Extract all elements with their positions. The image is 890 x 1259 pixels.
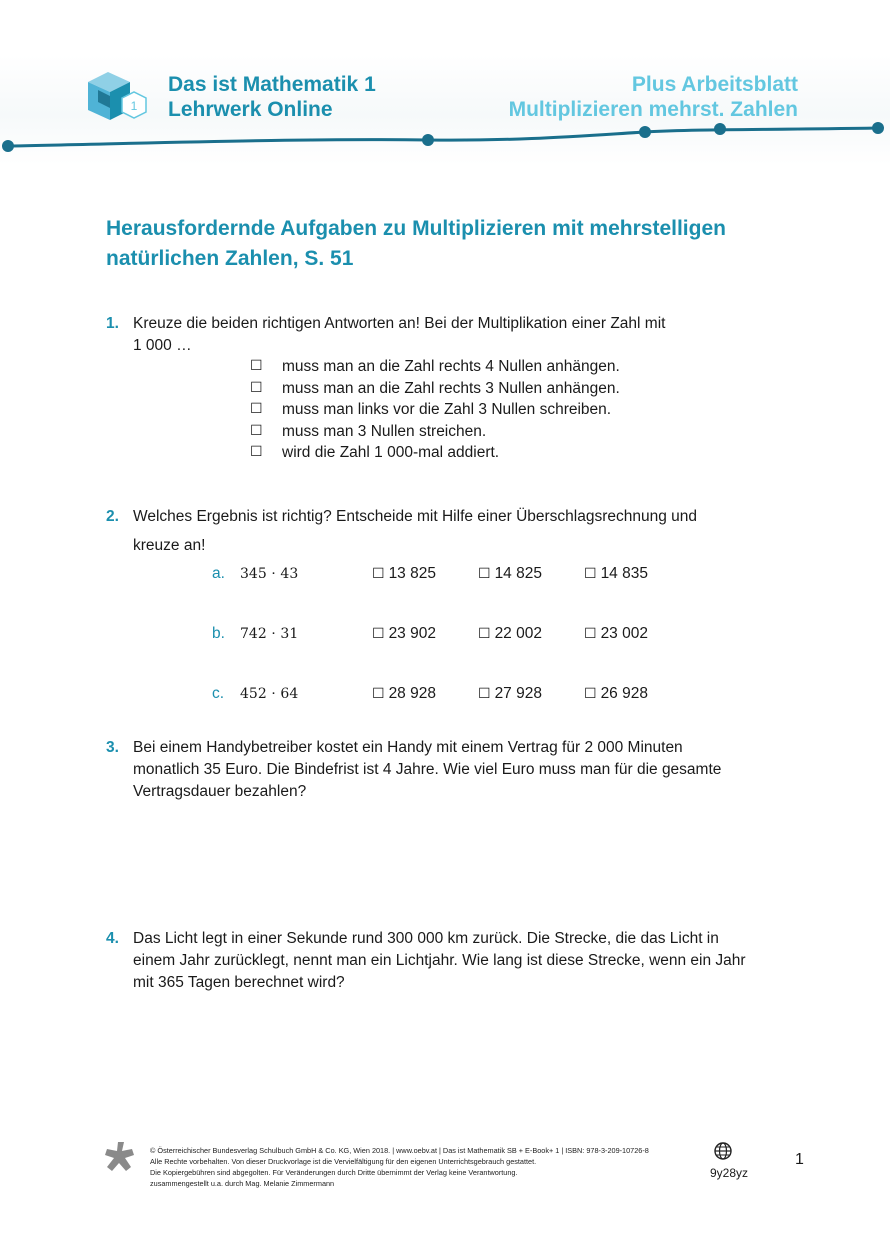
header-left — [168, 72, 376, 122]
option-row — [250, 378, 620, 400]
publisher-logo-icon — [104, 1140, 136, 1174]
task-number: 3. — [106, 739, 119, 756]
task-2-row-b — [212, 623, 690, 645]
answer-value: 26 928 — [600, 685, 648, 702]
option-row — [250, 399, 620, 421]
page-title — [106, 214, 796, 274]
footer-line: Die Kopiergebühren sind abgegolten. Für Veränderungen durch Dritte übernimmt der Verlag keine Verantwortung. — [150, 1168, 518, 1177]
answer-value: 23 902 — [388, 625, 436, 642]
multiplication-expression: 452 ⋅ 64 — [240, 686, 299, 702]
header-right — [509, 72, 798, 122]
row-letter: c. — [212, 685, 225, 702]
answer-value: 23 002 — [600, 625, 648, 642]
task-text: 1 000 … — [133, 337, 192, 354]
answer-choice[interactable] — [478, 625, 584, 643]
task-1-options — [250, 356, 620, 464]
task-3 — [106, 737, 796, 803]
task-1-continuation — [106, 335, 796, 357]
footer-line: Alle Rechte vorbehalten. Von dieser Druckvorlage ist die Vervielfältigung für den eigenen Unterrichtsgebrauch gestattet. — [150, 1157, 537, 1166]
answer-choice[interactable] — [478, 685, 584, 703]
checkbox[interactable]: ☐ — [584, 566, 597, 582]
answer-choice[interactable] — [584, 685, 690, 703]
option-label: muss man an die Zahl rechts 3 Nullen anhängen. — [282, 379, 620, 397]
task-text: Bei einem Handybetreiber kostet ein Handy mit einem Vertrag für 2 000 Minuten — [133, 739, 683, 756]
answer-choice[interactable] — [372, 685, 478, 703]
task-text: Das Licht legt in einer Sekunde rund 300 000 km zurück. Die Strecke, die das Licht in — [133, 930, 719, 947]
answer-choice[interactable] — [584, 625, 690, 643]
task-2 — [106, 506, 796, 528]
task-text: Kreuze die beiden richtigen Antworten an! Bei der Multiplikation einer Zahl mit — [133, 315, 666, 332]
task-1 — [106, 313, 796, 335]
task-2-row-c — [212, 683, 690, 705]
task-number: 4. — [106, 930, 119, 947]
checkbox[interactable]: ☐ — [250, 444, 263, 460]
checkbox[interactable]: ☐ — [250, 422, 263, 439]
option-label: muss man links vor die Zahl 3 Nullen schreiben. — [282, 401, 612, 418]
checkbox[interactable]: ☐ — [478, 626, 491, 642]
online-code: 9y28yz — [710, 1166, 749, 1180]
multiplication-expression: 345 ⋅ 43 — [240, 566, 299, 582]
row-letter: b. — [212, 625, 225, 642]
page-title-line: Herausfordernde Aufgaben zu Multiplizieren mit mehrstelligen — [106, 217, 726, 240]
task-number: 1. — [106, 315, 119, 332]
checkbox[interactable]: ☐ — [250, 379, 263, 396]
header-wave-line — [0, 118, 890, 158]
answer-value: 22 002 — [494, 625, 542, 642]
checkbox[interactable]: ☐ — [250, 358, 263, 374]
answer-choice[interactable] — [478, 565, 584, 583]
checkbox[interactable]: ☐ — [372, 566, 385, 582]
task-number: 2. — [106, 508, 119, 525]
task-text: Vertragsdauer bezahlen? — [133, 783, 307, 800]
wave-node — [422, 134, 434, 146]
checkbox[interactable]: ☐ — [584, 626, 597, 642]
option-row — [250, 442, 620, 464]
footer-line: zusammengestellt u.a. durch Mag. Melanie Zimmermann — [150, 1179, 335, 1188]
task-text: Welches Ergebnis ist richtig? Entscheide mit Hilfe einer Überschlagsrechnung und — [133, 508, 698, 525]
task-text: kreuze an! — [133, 537, 206, 554]
wave-node — [714, 123, 726, 135]
answer-value: 14 825 — [494, 565, 542, 582]
globe-icon — [713, 1141, 733, 1161]
checkbox[interactable]: ☐ — [584, 686, 597, 702]
task-text: mit 365 Tagen berechnet wird? — [133, 974, 345, 991]
checkbox[interactable]: ☐ — [478, 566, 491, 582]
option-row — [250, 421, 620, 443]
wave-node — [872, 122, 884, 134]
answer-value: 27 928 — [494, 685, 542, 702]
series-subtitle: Lehrwerk Online — [168, 98, 333, 121]
series-title: Das ist Mathematik 1 — [168, 73, 376, 96]
option-label: wird die Zahl 1 000-mal addiert. — [282, 444, 500, 461]
wave-node — [639, 126, 651, 138]
checkbox[interactable]: ☐ — [478, 686, 491, 702]
answer-value: 14 835 — [600, 565, 648, 582]
answer-choice[interactable] — [584, 565, 690, 583]
checkbox[interactable]: ☐ — [372, 626, 385, 642]
row-letter: a. — [212, 565, 225, 582]
option-row — [250, 356, 620, 378]
option-label: muss man 3 Nullen streichen. — [282, 422, 487, 440]
answer-choice[interactable] — [372, 625, 478, 643]
page-title-line: natürlichen Zahlen, S. 51 — [106, 247, 354, 270]
task-text: einem Jahr zurücklegt, nennt man ein Lichtjahr. Wie lang ist diese Strecke, wenn ein Jahr — [133, 952, 746, 969]
task-4 — [106, 928, 796, 994]
logo-number: 1 — [130, 99, 138, 113]
task-2-row-a — [212, 563, 690, 585]
option-label: muss man an die Zahl rechts 4 Nullen anhängen. — [282, 358, 620, 375]
worksheet-topic: Multiplizieren mehrst. Zahlen — [508, 98, 798, 121]
task-2-continuation — [106, 535, 796, 557]
worksheet-type: Plus Arbeitsblatt — [631, 73, 798, 96]
multiplication-expression: 742 ⋅ 31 — [240, 626, 299, 642]
page-number: 1 — [795, 1151, 804, 1168]
footer-copyright — [150, 1145, 710, 1189]
checkbox[interactable]: ☐ — [372, 686, 385, 702]
task-text: monatlich 35 Euro. Die Bindefrist ist 4 Jahre. Wie viel Euro muss man für die gesamte — [133, 761, 722, 778]
footer-line: © Österreichischer Bundesverlag Schulbuch GmbH & Co. KG, Wien 2018. | www.oebv.at | Das ist Mathematik SB + E-Book+ 1 | ISBN: 978-3-209-10726-8 — [150, 1146, 649, 1155]
answer-value: 13 825 — [388, 565, 436, 582]
answer-choice[interactable] — [372, 565, 478, 583]
wave-node — [2, 140, 14, 152]
checkbox[interactable]: ☐ — [250, 401, 263, 417]
answer-value: 28 928 — [388, 685, 436, 702]
